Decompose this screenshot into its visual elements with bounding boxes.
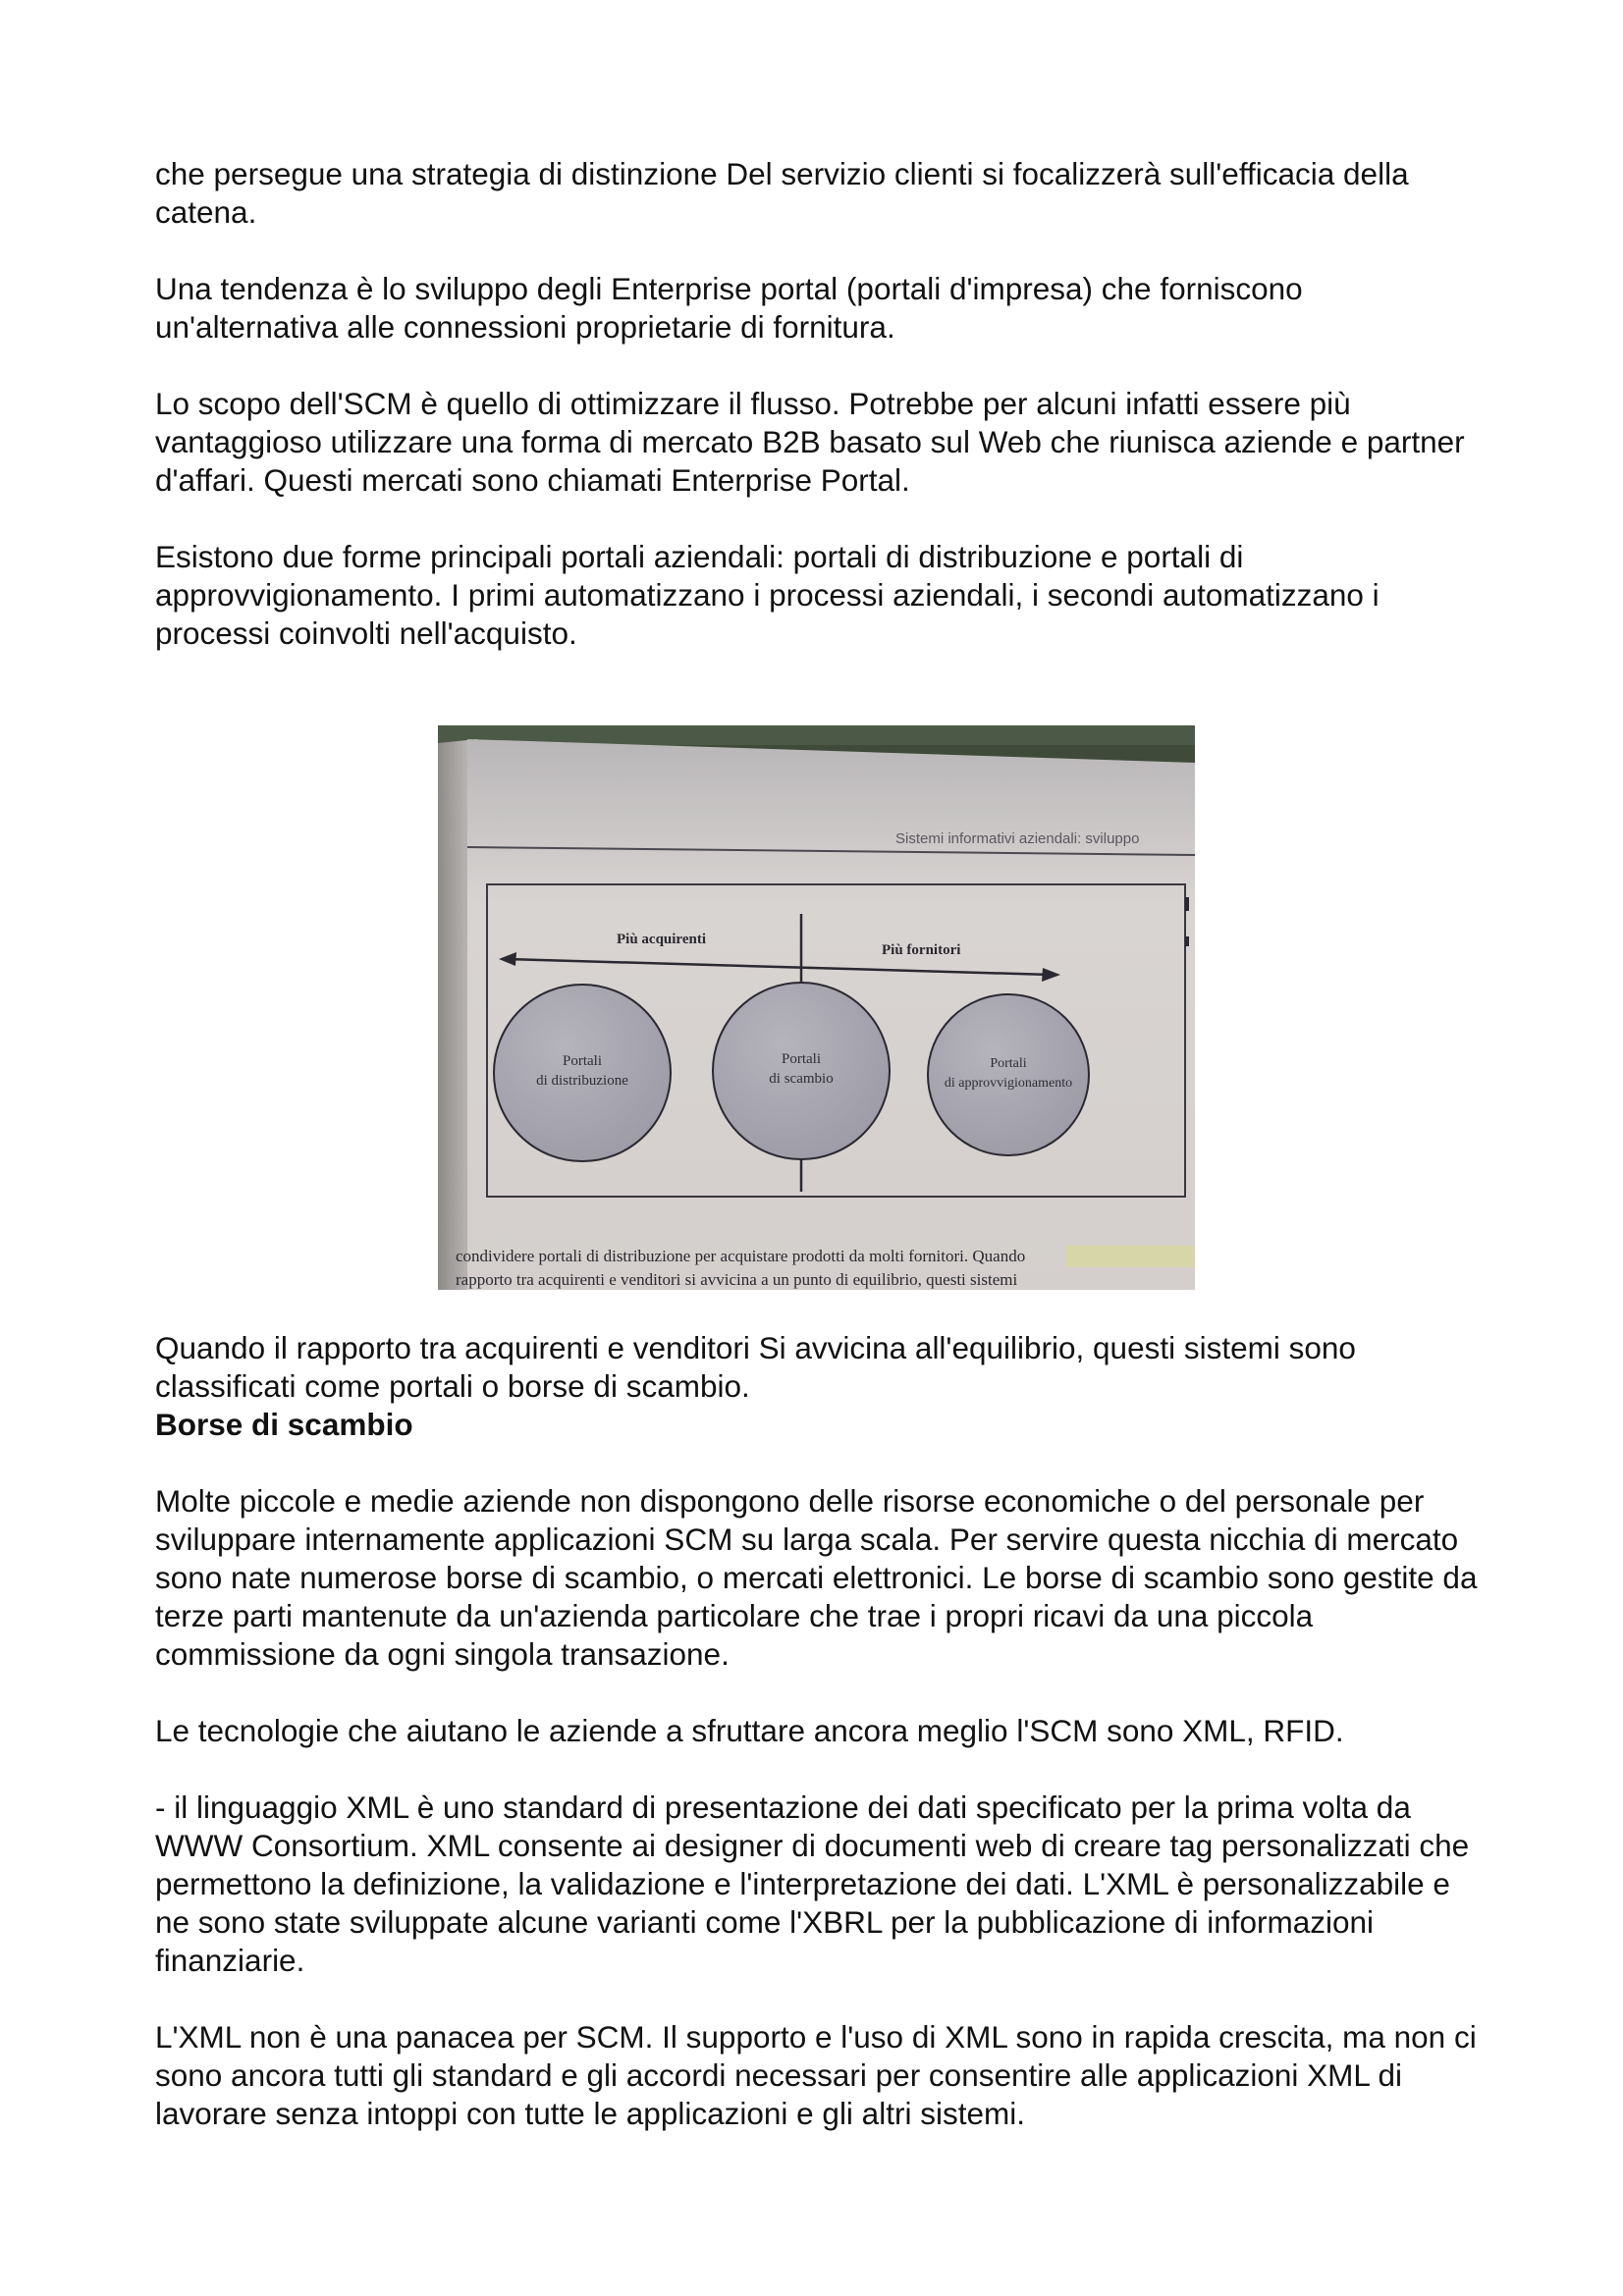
- arrow-left-label: Più acquirenti: [617, 932, 706, 947]
- caption-line-2: rapporto tra acquirenti e venditori si avvicina a un punto di equilibrio, questi sistemi: [456, 1270, 1018, 1289]
- circle-procurement: [928, 994, 1089, 1155]
- circle3-line2: di approvvigionamento: [944, 1076, 1073, 1091]
- book-photo: [438, 725, 1195, 1290]
- paragraph-9: L'XML non è una panacea per SCM. Il supporto e l'uso di XML sono in rapida crescita, ma non ci sono ancora tutti gli standard e gli accordi necessari per consentire alle applicazioni XML di lavorare senza intoppi con tutte le applicazioni e gli altri sistemi.: [155, 2019, 1477, 2131]
- circle1-line2: di distribuzione: [536, 1073, 628, 1089]
- caption-line-1: condividere portali di distribuzione per acquistare prodotti da molti fornitori. Quando: [456, 1247, 1026, 1265]
- section-heading-borse: Borse di scambio: [155, 1407, 413, 1442]
- circle2-line1: Portali: [782, 1051, 821, 1067]
- margin-mark: [1185, 897, 1189, 911]
- margin-mark: [1185, 936, 1189, 946]
- paragraph-7: Le tecnologie che aiutano le aziende a sfruttare ancora meglio l'SCM sono XML, RFID.: [155, 1713, 1344, 1748]
- book-photo-svg: [438, 725, 1195, 1290]
- paragraph-4: Esistono due forme principali portali aziendali: portali di distribuzione e portali di approvvigionamento. I primi automatizzano i processi aziendali, i secondi automatizzano i processi coinvolti nell'acquisto.: [155, 539, 1380, 651]
- arrow-right-label: Più fornitori: [882, 942, 961, 958]
- paragraph-8: - il linguaggio XML è uno standard di presentazione dei dati specificato per la prima volta da WWW Consortium. XML consente ai designer di documenti web di creare tag personalizzati che permettono la definizione, la validazione e l'interpretazione dei dati. L'XML è personalizzabile e ne sono state sviluppate alcune varianti come l'XBRL per la pubblicazione di informazioni finanziarie.: [155, 1789, 1470, 1978]
- circle2-line2: di scambio: [769, 1071, 834, 1087]
- paragraph-3: Lo scopo dell'SCM è quello di ottimizzare il flusso. Potrebbe per alcuni infatti essere più vantaggioso utilizzare una forma di mercato B2B basato sul Web che riunisca aziende e partner d'affari. Questi mercati sono chiamati Enterprise Portal.: [155, 386, 1465, 498]
- running-header: Sistemi informativi aziendali: sviluppo: [895, 830, 1140, 847]
- circle3-line1: Portali: [990, 1056, 1027, 1071]
- paragraph-5: Quando il rapporto tra acquirenti e venditori Si avvicina all'equilibrio, questi sistemi sono classificati come portali o borse di scambio.: [155, 1330, 1356, 1404]
- circle-distribution: [494, 985, 671, 1161]
- circle1-line1: Portali: [563, 1053, 602, 1069]
- paragraph-1: che persegue una strategia di distinzione Del servizio clienti si focalizzerà sull'efficacia della catena.: [155, 156, 1409, 230]
- highlight-mark: [1066, 1246, 1195, 1267]
- paragraph-2: Una tendenza è lo sviluppo degli Enterprise portal (portali d'impresa) che forniscono un'alternativa alle connessioni proprietarie di fornitura.: [155, 271, 1303, 345]
- paragraph-6: Molte piccole e medie aziende non dispongono delle risorse economiche o del personale per sviluppare internamente applicazioni SCM su larga scala. Per servire questa nicchia di mercato sono nate numerose borse di scambio, o mercati elettronici. Le borse di scambio sono gestite da terze parti mantenute da un'azienda particolare che trae i propri ricavi da una piccola commissione da ogni singola transazione.: [155, 1483, 1478, 1672]
- circle-exchange: [713, 983, 890, 1159]
